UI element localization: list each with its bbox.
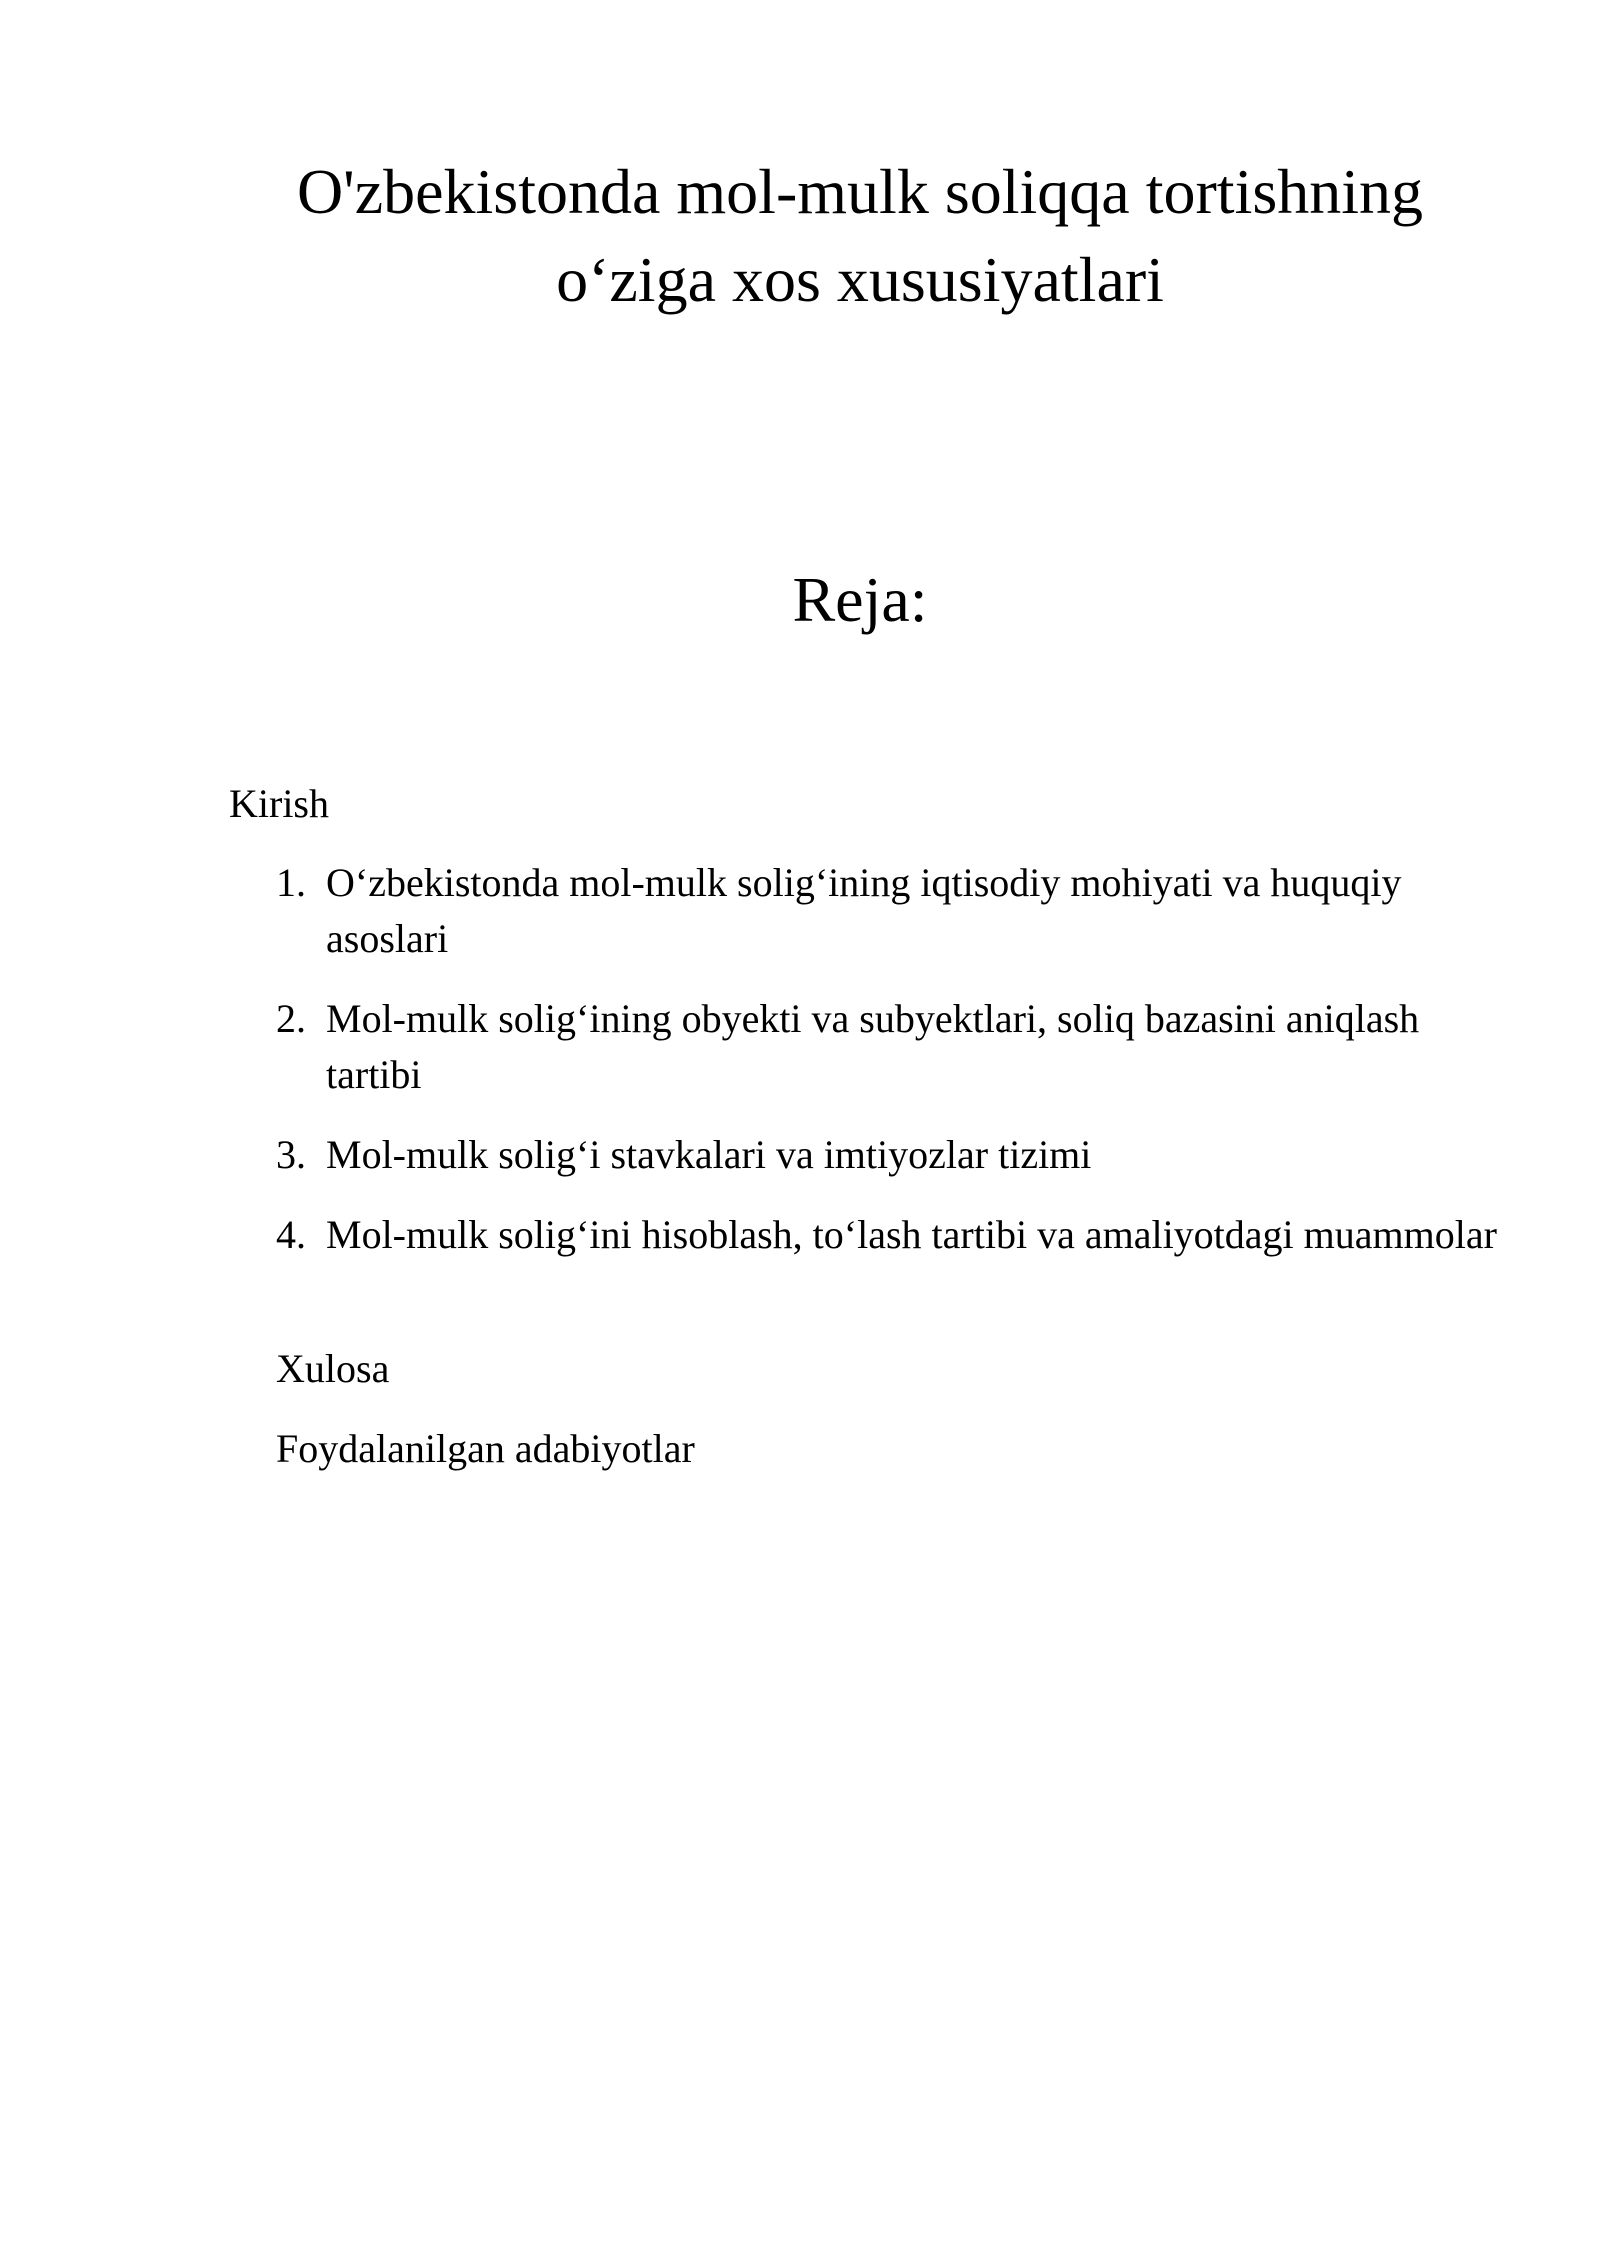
toc-item-2 — [276, 991, 1506, 1103]
toc-references: Foydalanilgan adabiyotlar — [276, 1426, 695, 1471]
toc-item-number: 3. — [276, 1132, 306, 1177]
toc-item-text: Mol-mulk solig‘ining obyekti va subyektlari, soliq bazasini aniqlash tartibi — [326, 996, 1420, 1097]
toc-item-number: 4. — [276, 1212, 306, 1257]
toc-item-number: 1. — [276, 860, 306, 905]
document-title — [200, 148, 1520, 324]
title-line-1: O'zbekistonda mol-mulk soliqqa tortishning — [296, 156, 1424, 227]
toc-item-text: Mol-mulk solig‘ini hisoblash, to‘lash tartibi va amaliyotdagi muammolar — [326, 1212, 1497, 1257]
toc-item-text: Mol-mulk solig‘i stavkalari va imtiyozlar tizimi — [326, 1132, 1092, 1177]
title-line-2: o‘ziga xos xususiyatlari — [556, 244, 1164, 315]
plan-heading: Reja: — [792, 564, 928, 635]
toc-item-4 — [276, 1207, 1506, 1263]
toc-item-3 — [276, 1127, 1506, 1183]
toc-item-text: O‘zbekistonda mol-mulk solig‘ining iqtisodiy mohiyati va huquqiy asoslari — [326, 860, 1402, 961]
toc-item-1 — [276, 855, 1506, 967]
toc-conclusion: Xulosa — [276, 1346, 390, 1391]
toc-intro: Kirish — [229, 781, 329, 826]
toc-item-number: 2. — [276, 996, 306, 1041]
toc-list — [276, 855, 1506, 1287]
